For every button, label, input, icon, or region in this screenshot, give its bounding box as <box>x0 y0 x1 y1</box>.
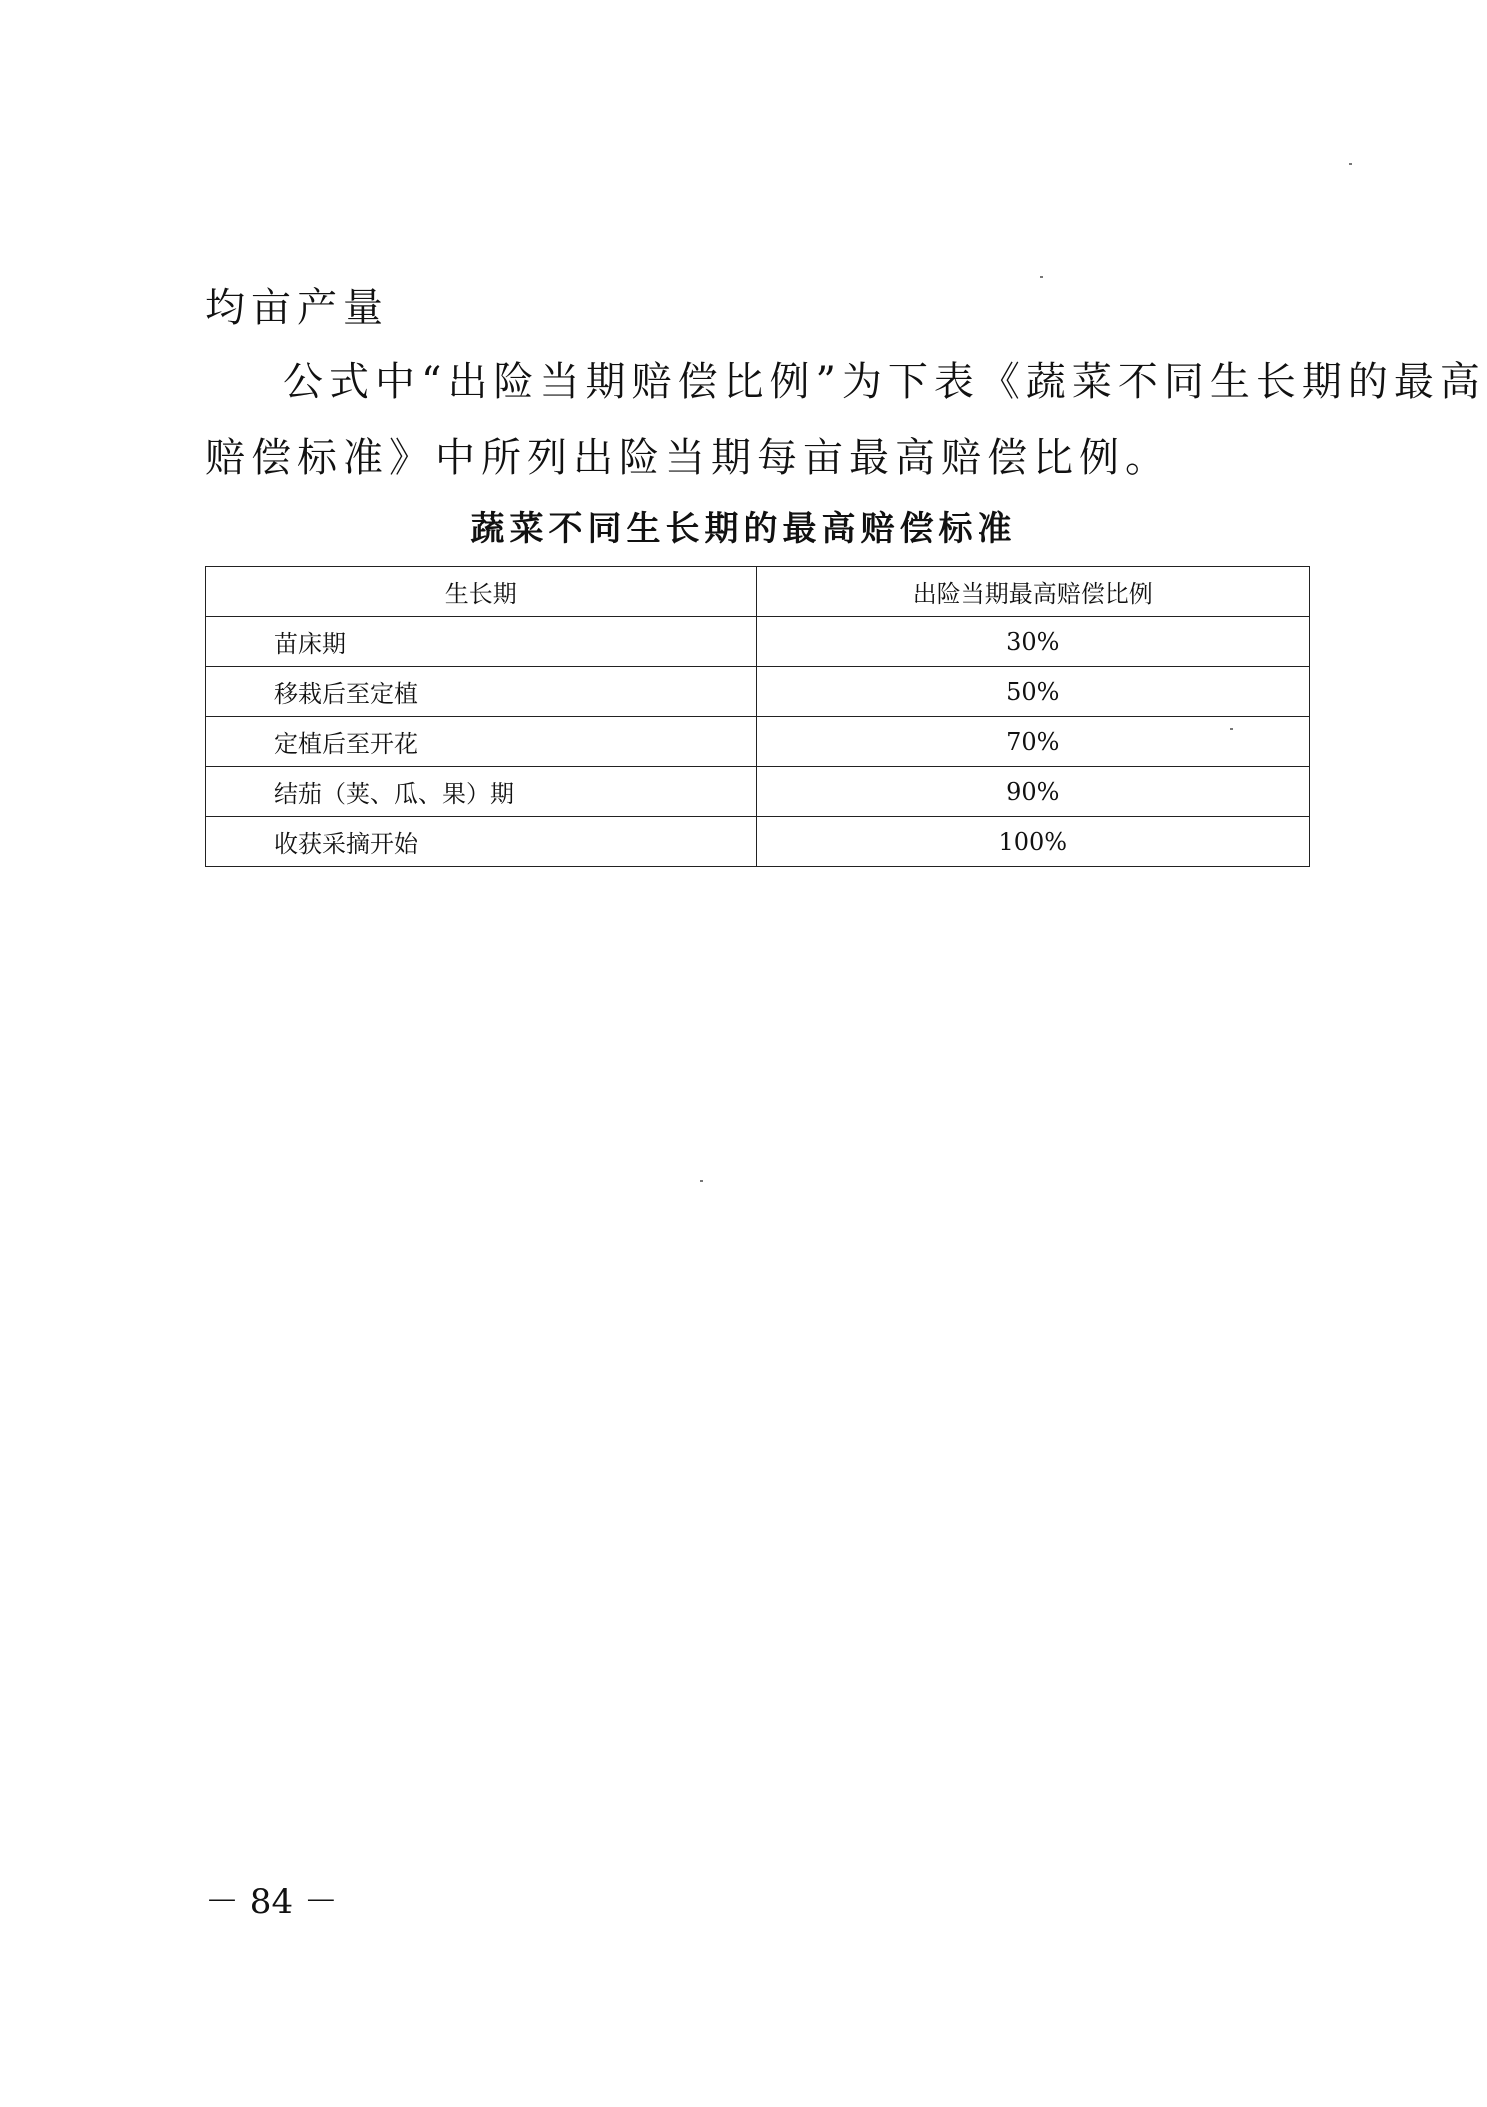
ratio-cell: 100% <box>756 817 1309 867</box>
body-text-line-1: 均亩产量 <box>205 285 389 331</box>
scan-speck <box>1349 163 1352 165</box>
ratio-cell: 50% <box>756 667 1309 717</box>
scan-speck <box>1040 276 1043 278</box>
ratio-cell: 30% <box>756 617 1309 667</box>
table-row <box>206 717 1310 767</box>
table-row <box>206 817 1310 867</box>
table-row <box>206 667 1310 717</box>
stage-cell: 结茄（荚、瓜、果）期 <box>206 767 757 817</box>
ratio-cell: 70% <box>756 717 1309 767</box>
body-text-line-2: 公式中“出险当期赔偿比例”为下表《蔬菜不同生长期的最高 <box>283 359 1486 405</box>
stage-cell: 收获采摘开始 <box>206 817 757 867</box>
table-header-row <box>206 567 1310 617</box>
table-row <box>206 617 1310 667</box>
stage-cell: 定植后至开花 <box>206 717 757 767</box>
body-text-line-3: 赔偿标准》中所列出险当期每亩最高赔偿比例。 <box>205 435 1171 481</box>
ratio-cell: 90% <box>756 767 1309 817</box>
stage-cell: 苗床期 <box>206 617 757 667</box>
scan-speck <box>700 1180 703 1182</box>
table-title: 蔬菜不同生长期的最高赔偿标准 <box>470 509 1017 549</box>
page-number: － 84 － <box>205 1882 338 1922</box>
header-growth-stage: 生长期 <box>206 567 757 617</box>
compensation-ratio-table <box>205 566 1310 867</box>
stage-cell: 移栽后至定植 <box>206 667 757 717</box>
scan-speck <box>1230 728 1233 730</box>
header-max-compensation-ratio: 出险当期最高赔偿比例 <box>756 567 1309 617</box>
table-row <box>206 767 1310 817</box>
